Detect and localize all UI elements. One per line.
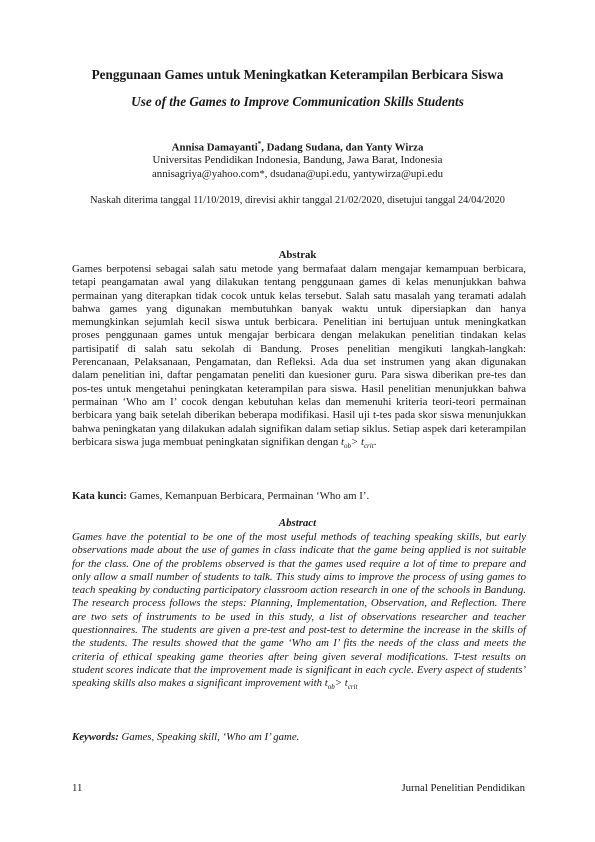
abstract-formula-gt: > t [334,677,348,690]
abstrak-formula-end: . [373,435,377,448]
first-author: Annisa Damayanti [171,141,258,154]
abstract-text: Games have the potential to be one of the most useful methods of teaching speaking skills, but early observations made about the use of games in class indicate that the game being applied is not suitable for the class. One of the problems observed is that the games used require a lot of time to prepare and only allow a small number of students to talk. This study aims to improve the process of using games to teach speaking by conducting participatory classroom action research in one of the schools in Bandung. The research process follows the steps: Planning, Implementation, Observation, and Reflection. There are two sets of instruments to be used in this study, a list of observations researcher and teacher questionnaires. The students are given a pre-test and post-test to determine the increase in the skills of the students. The results showed that the game ‘Who am I’ fits the needs of the class and meets the criteria of ethical speaking game theories after being given several modifications. T-test results on student scores indicate that the improvement made is significant in each cycle. Every aspect of students’ speaking skills also makes a significant improvement with [72,531,526,690]
abstrak-formula-sub-ob: ob [343,442,351,451]
corresponding-mark: * [257,140,262,148]
journal-name: Jurnal Penelitian Pendidikan [401,782,525,794]
submission-dates: Naskah diterima tanggal 11/10/2019, direvisi akhir tanggal 21/02/2020, disetujui tanggal 24/04/2020 [90,195,505,206]
author-emails: annisagriya@yahoo.com*, dsudana@upi.edu, yantywirza@upi.edu [152,168,443,180]
keywords-label: Keywords: [72,731,119,743]
other-authors: , Dadang Sudana, dan Yanty Wirza [261,141,424,154]
abstrak-formula-gt: > t [350,435,364,448]
authors [0,140,595,154]
kata-kunci-text: Games, Kemanpuan Berbicara, Permainan ‘Who am I’. [126,490,370,502]
abstrak-heading: Abstrak [278,249,317,261]
title-english: Use of the Games to Improve Communication Skills Students [131,94,464,109]
abstract-formula-sub-ob: ob [327,683,335,692]
abstrak-body [72,263,526,453]
kata-kunci-label: Kata kunci: [72,490,127,502]
page-number: 11 [72,782,83,794]
kata-kunci [72,490,526,502]
abstract-formula-t: t [324,677,328,690]
abstrak-formula-t: t [340,435,344,448]
title-indonesian: Penggunaan Games untuk Meningkatkan Keterampilan Berbicara Siswa [91,67,504,82]
keywords-text: Games, Speaking skill, ‘Who am I’ game. [118,731,300,743]
keywords [72,731,526,743]
abstrak-text: Games berpotensi sebagai salah satu metode yang bermafaat dalam mengajar kemampuan berbicara, tetapi peangamatan awal yang dilakukan tentang penggunaan games di kelas menunjukkan bahwa permainan yang diterapkan tidak cocok untuk kelas tersebut. Salah satu masalah yang teramati adalah bahwa games yang digunakan membutuhkan banyak waktu untuk dipersiapkan dan hanya memungkinkan sejumlah kecil siswa untuk berbicara. Penelitian ini bertujuan untuk meningkatkan proses penggunaan games untuk mengajar berbicara dengan melakukan penelitian tindakan kelas partisipatif di salah satu sekolah di Bandung. Proses penelitian mengikuti langkah-langkah: Perencanaan, Pelaksanaan, Pengamatan, dan Refleksi. Ada dua set instrumen yang akan digunakan dalam penelitian ini, daftar pengamatan peneliti dan kuesioner guru. Para siswa diberikan pre-tes dan pos-tes untuk mengetahui peningkatan keterampilan para siswa. Hasil penelitian menunjukkan bahwa permainan ‘Who am I’ cocok dengan kebutuhan kelas dan memenuhi kriteria teori-teori permainan berbicara yang baik setelah diberikan beberapa modifikasi. Hasil uji t-tes pada skor siswa menunjukkan bahwa peningkatan yang dilakukan adalah signifikan dalam setiap siklus. Setiap aspek dari keterampilan berbicara siswa juga membuat peningkatan signifikan dengan [72,263,526,448]
abstract-heading: Abstract [278,517,317,529]
abstrak-formula-sub-crit: crit [363,442,374,451]
abstract-body [72,531,526,695]
abstract-formula-sub-crit: crit [347,683,358,692]
affiliation: Universitas Pendidikan Indonesia, Bandung, Jawa Barat, Indonesia [152,154,443,166]
